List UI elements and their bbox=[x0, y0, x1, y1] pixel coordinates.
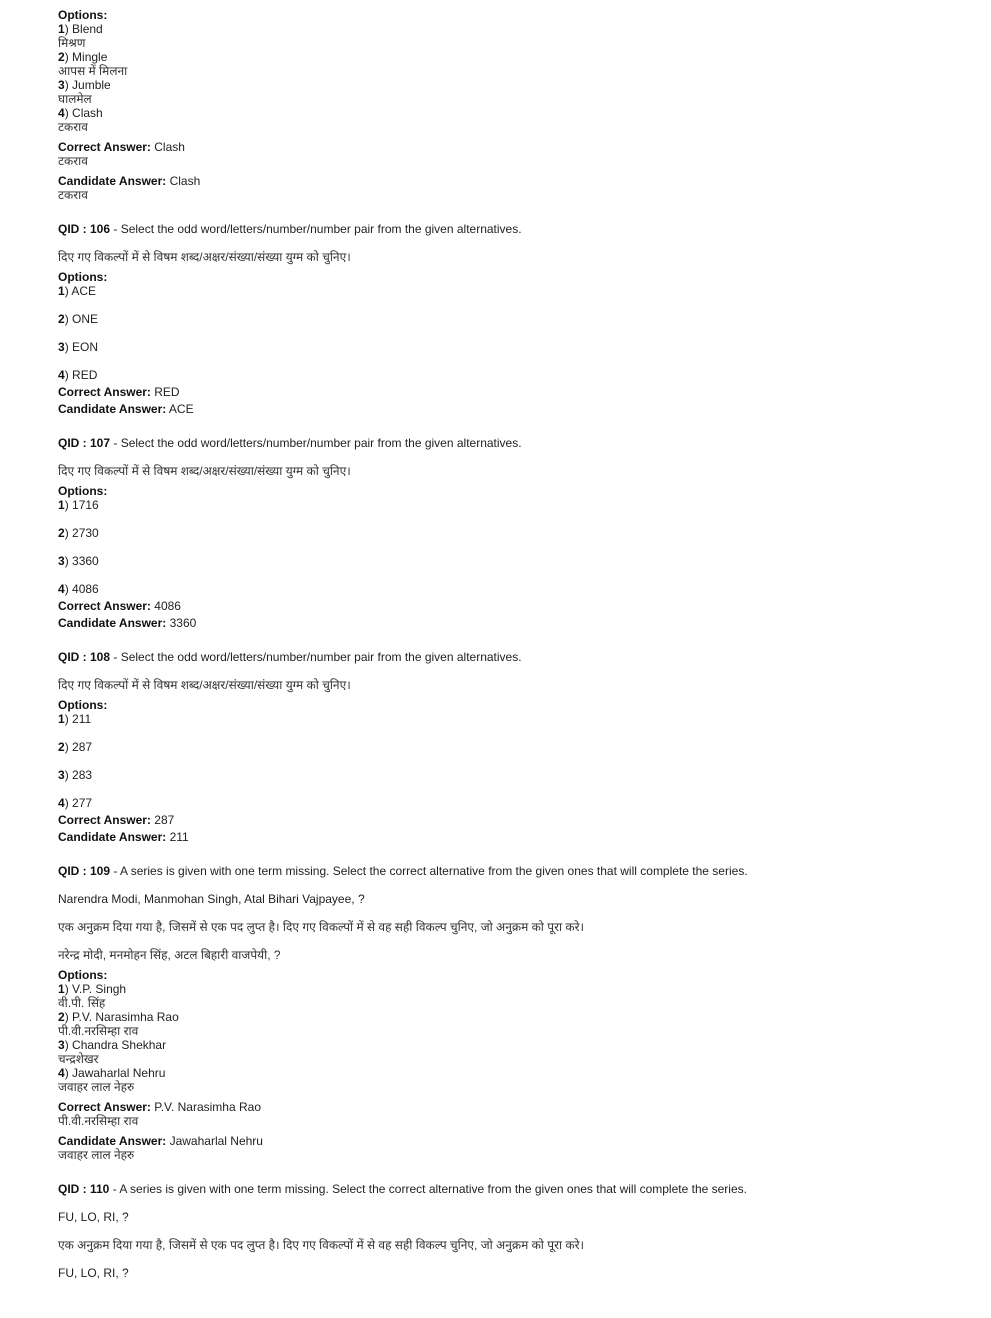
correct-answer-hi: टकराव bbox=[58, 154, 88, 168]
option-number: 2 bbox=[58, 1010, 65, 1024]
question-text-hi: दिए गए विकल्पों में से विषम शब्द/अक्षर/संख्या/संख्या युग्म को चुनिए। bbox=[58, 464, 351, 478]
option-text-hi: आपस में मिलना bbox=[58, 64, 128, 78]
correct-answer-hi: पी.वी.नरसिम्हा राव bbox=[58, 1114, 139, 1128]
candidate-answer-en: Jawaharlal Nehru bbox=[169, 1134, 263, 1148]
option-text-en: Clash bbox=[72, 106, 103, 120]
document-page bbox=[58, 8, 958, 1280]
options-label: Options: bbox=[58, 698, 108, 712]
correct-answer-label: Correct Answer: bbox=[58, 140, 151, 154]
option-number: 3 bbox=[58, 554, 65, 568]
candidate-answer-label: Candidate Answer: bbox=[58, 402, 167, 416]
correct-answer: 4086 bbox=[154, 599, 181, 613]
correct-answer: 287 bbox=[154, 813, 175, 827]
option-text: RED bbox=[72, 368, 98, 382]
question-105 bbox=[58, 8, 958, 202]
question-110 bbox=[58, 1182, 958, 1280]
question-text-hi: दिए गए विकल्पों में से विषम शब्द/अक्षर/संख्या/संख्या युग्म को चुनिए। bbox=[58, 678, 351, 692]
options-label: Options: bbox=[58, 270, 108, 284]
option-text-hi: चन्द्रशेखर bbox=[58, 1052, 99, 1066]
option-text-hi: जवाहर लाल नेहरु bbox=[58, 1080, 135, 1094]
option-2: 2) 2730 bbox=[58, 526, 99, 540]
option-text-en: Blend bbox=[72, 22, 103, 36]
correct-answer-label: Correct Answer: bbox=[58, 385, 151, 399]
qid: QID : 108 bbox=[58, 650, 111, 664]
option-2: 2) ONE bbox=[58, 312, 99, 326]
option-text-en: Chandra Shekhar bbox=[72, 1038, 167, 1052]
option-text: 287 bbox=[72, 740, 93, 754]
option-1: 1) V.P. Singh वी.पी. सिंह bbox=[58, 982, 958, 1010]
option-number: 2 bbox=[58, 312, 65, 326]
option-number: 1 bbox=[58, 982, 65, 996]
option-number: 1 bbox=[58, 284, 65, 298]
correct-answer: RED bbox=[154, 385, 180, 399]
candidate-answer: 211 bbox=[169, 830, 189, 844]
option-number: 2 bbox=[58, 50, 65, 64]
option-3: 3) Jumble घालमेल bbox=[58, 78, 958, 106]
question-text-en: - A series is given with one term missing. Select the correct alternative from the given ones that will complete the series. bbox=[109, 1182, 747, 1196]
candidate-answer: 3360 bbox=[169, 616, 197, 630]
option-text: 277 bbox=[72, 796, 93, 810]
series-text-en: Narendra Modi, Manmohan Singh, Atal Bihari Vajpayee, ? bbox=[58, 892, 365, 906]
candidate-answer: ACE bbox=[168, 402, 194, 416]
option-number: 4 bbox=[58, 796, 65, 810]
correct-answer-en: Clash bbox=[154, 140, 185, 154]
option-4: 4) Clash टकराव bbox=[58, 106, 958, 134]
option-number: 1 bbox=[58, 712, 65, 726]
option-text: 4086 bbox=[72, 582, 99, 596]
question-107 bbox=[58, 436, 958, 630]
option-1: 1) Blend मिश्रण bbox=[58, 22, 958, 50]
correct-answer-label: Correct Answer: bbox=[58, 813, 151, 827]
option-4: 4) 4086 bbox=[58, 582, 99, 596]
option-text-hi: घालमेल bbox=[58, 92, 92, 106]
question-text-en: - A series is given with one term missing. Select the correct alternative from the given ones that will complete the series. bbox=[110, 864, 748, 878]
option-number: 4 bbox=[58, 106, 65, 120]
option-number: 3 bbox=[58, 1038, 65, 1052]
option-number: 4 bbox=[58, 582, 65, 596]
candidate-answer-hi: जवाहर लाल नेहरु bbox=[58, 1148, 135, 1162]
option-1: 1) 211 bbox=[58, 712, 92, 726]
option-number: 4 bbox=[58, 368, 65, 382]
option-text: 3360 bbox=[72, 554, 99, 568]
option-number: 4 bbox=[58, 1066, 65, 1080]
candidate-answer-en: Clash bbox=[169, 174, 201, 188]
question-text-en: - Select the odd word/letters/number/number pair from the given alternatives. bbox=[110, 436, 522, 450]
option-1: 1) ACE bbox=[58, 284, 97, 298]
option-2: 2) 287 bbox=[58, 740, 93, 754]
option-text-en: Jumble bbox=[72, 78, 111, 92]
qid: QID : 107 bbox=[58, 436, 111, 450]
question-109 bbox=[58, 864, 958, 1162]
option-4: 4) Jawaharlal Nehru जवाहर लाल नेहरु bbox=[58, 1066, 958, 1094]
candidate-answer-label: Candidate Answer: bbox=[58, 830, 167, 844]
option-number: 3 bbox=[58, 78, 65, 92]
qid: QID : 109 bbox=[58, 864, 111, 878]
question-106 bbox=[58, 222, 958, 416]
option-3: 3) EON bbox=[58, 340, 99, 354]
series-text-hi: नरेन्द्र मोदी, मनमोहन सिंह, अटल बिहारी वाजपेयी, ? bbox=[58, 948, 281, 962]
candidate-answer-label: Candidate Answer: bbox=[58, 174, 167, 188]
question-text-hi: दिए गए विकल्पों में से विषम शब्द/अक्षर/संख्या/संख्या युग्म को चुनिए। bbox=[58, 250, 351, 264]
option-2: 2) Mingle आपस में मिलना bbox=[58, 50, 958, 78]
option-text-en: P.V. Narasimha Rao bbox=[72, 1010, 179, 1024]
option-4: 4) RED bbox=[58, 368, 98, 382]
option-3: 3) 3360 bbox=[58, 554, 99, 568]
option-number: 1 bbox=[58, 498, 65, 512]
options-label: Options: bbox=[58, 968, 108, 982]
option-text: EON bbox=[72, 340, 99, 354]
question-text-en: - Select the odd word/letters/number/number pair from the given alternatives. bbox=[110, 650, 522, 664]
option-1: 1) 1716 bbox=[58, 498, 99, 512]
option-text: 1716 bbox=[72, 498, 99, 512]
option-text-en: Mingle bbox=[72, 50, 108, 64]
option-text: 283 bbox=[72, 768, 93, 782]
option-3: 3) 283 bbox=[58, 768, 93, 782]
candidate-answer-label: Candidate Answer: bbox=[58, 616, 167, 630]
option-text: 2730 bbox=[72, 526, 99, 540]
series-text-en: FU, LO, RI, ? bbox=[58, 1210, 129, 1224]
qid: QID : 106 bbox=[58, 222, 111, 236]
option-number: 1 bbox=[58, 22, 65, 36]
option-text-en: V.P. Singh bbox=[72, 982, 127, 996]
question-text-hi: एक अनुक्रम दिया गया है, जिसमें से एक पद लुप्त है। दिए गए विकल्पों में से वह सही विकल्प चुनिए, जो अनुक्रम को पूरा करे। bbox=[58, 1238, 585, 1252]
option-text-hi: पी.वी.नरसिम्हा राव bbox=[58, 1024, 139, 1038]
option-number: 3 bbox=[58, 340, 65, 354]
options-label: Options: bbox=[58, 8, 108, 22]
candidate-answer-hi: टकराव bbox=[58, 188, 88, 202]
option-number: 2 bbox=[58, 740, 65, 754]
correct-answer-label: Correct Answer: bbox=[58, 1100, 151, 1114]
option-2: 2) P.V. Narasimha Rao पी.वी.नरसिम्हा राव bbox=[58, 1010, 958, 1038]
option-text: ACE bbox=[71, 284, 97, 298]
option-3: 3) Chandra Shekhar चन्द्रशेखर bbox=[58, 1038, 958, 1066]
candidate-answer-label: Candidate Answer: bbox=[58, 1134, 167, 1148]
option-text-en: Jawaharlal Nehru bbox=[72, 1066, 166, 1080]
option-number: 3 bbox=[58, 768, 65, 782]
option-text: ONE bbox=[72, 312, 99, 326]
series-text-hi: FU, LO, RI, ? bbox=[58, 1266, 129, 1280]
question-108 bbox=[58, 650, 958, 844]
option-4: 4) 277 bbox=[58, 796, 93, 810]
option-text-hi: मिश्रण bbox=[58, 36, 86, 50]
option-text-hi: वी.पी. सिंह bbox=[58, 996, 106, 1010]
option-number: 2 bbox=[58, 526, 65, 540]
correct-answer-en: P.V. Narasimha Rao bbox=[154, 1100, 261, 1114]
option-text: 211 bbox=[72, 712, 92, 726]
correct-answer-label: Correct Answer: bbox=[58, 599, 151, 613]
option-text-hi: टकराव bbox=[58, 120, 88, 134]
qid: QID : 110 bbox=[58, 1182, 110, 1196]
question-text-hi: एक अनुक्रम दिया गया है, जिसमें से एक पद लुप्त है। दिए गए विकल्पों में से वह सही विकल्प चुनिए, जो अनुक्रम को पूरा करे। bbox=[58, 920, 585, 934]
options-label: Options: bbox=[58, 484, 108, 498]
question-text-en: - Select the odd word/letters/number/number pair from the given alternatives. bbox=[110, 222, 522, 236]
